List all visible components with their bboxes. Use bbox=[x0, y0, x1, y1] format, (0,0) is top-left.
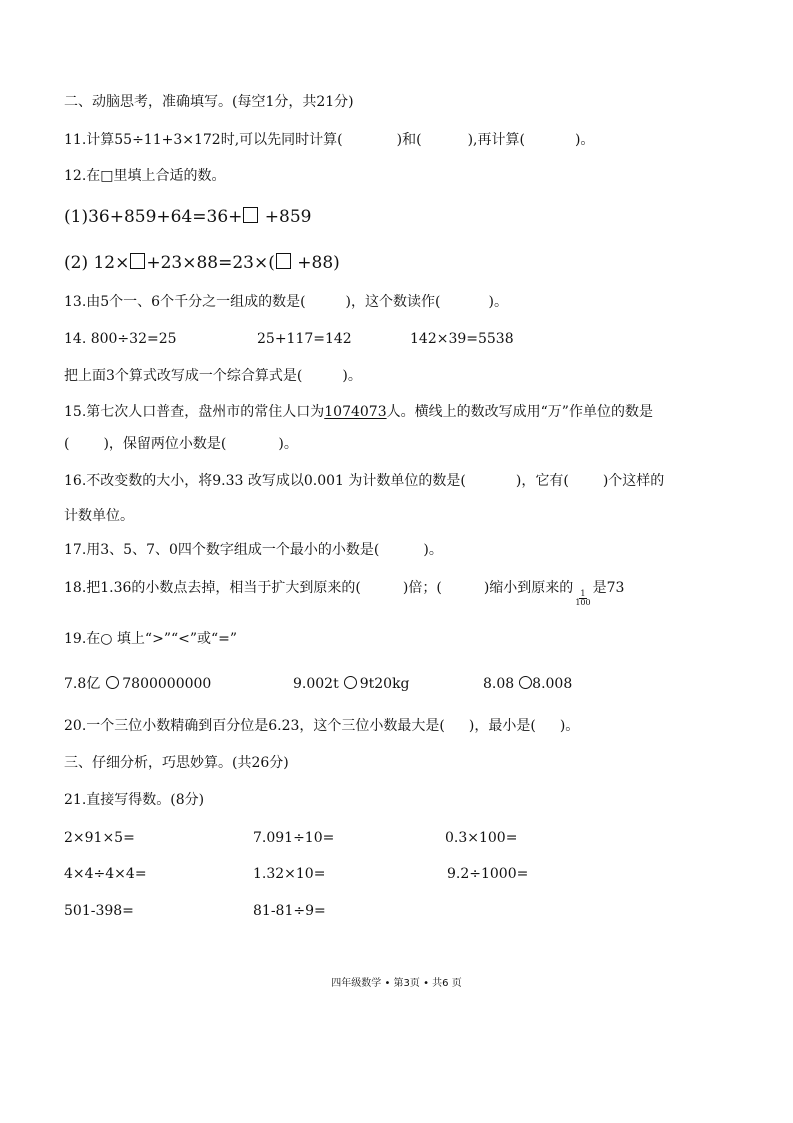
q21-item: 2×91×5= bbox=[64, 830, 135, 846]
q12-l1-text-b: +859 bbox=[259, 207, 312, 227]
q13-text-3: )。 bbox=[488, 294, 508, 310]
q16-text-1: 16.不改变数的大小，将9.33 改写成以0.001 为计数单位的数是( bbox=[64, 473, 466, 489]
q16-text-2: )，它有( bbox=[515, 473, 569, 489]
q14-expression-2: 25+117=142 bbox=[257, 331, 352, 347]
q14-text-b: )。 bbox=[342, 368, 362, 384]
question-17 bbox=[64, 540, 443, 560]
q12-box-1[interactable] bbox=[243, 207, 258, 223]
question-18 bbox=[64, 578, 624, 607]
q12-box-2[interactable] bbox=[130, 253, 145, 269]
question-11 bbox=[64, 130, 594, 150]
q18-fraction-denominator: 100 bbox=[575, 598, 591, 607]
q17-text-2: )。 bbox=[423, 542, 443, 558]
q19-compare-3 bbox=[483, 674, 572, 694]
q18-text-1: 18.把1.36的小数点去掉，相当于扩大到原来的( bbox=[64, 580, 361, 596]
q21-item: 81-81÷9= bbox=[253, 903, 326, 919]
q21-item: 4×4÷4×4= bbox=[64, 866, 147, 882]
section2-header: 二、动脑思考，准确填写。(每空1分，共21分) bbox=[64, 94, 354, 110]
q11-text-3: ),再计算( bbox=[467, 132, 525, 148]
q20-text-1: 20.一个三位小数精确到百分位是6.23，这个三位小数最大是( bbox=[64, 718, 445, 734]
q16-text-3: )个这样的 bbox=[602, 473, 665, 489]
question-12-title: 12.在□里填上合适的数。 bbox=[64, 168, 226, 184]
question-12-line-2 bbox=[64, 251, 340, 275]
question-15-line-2 bbox=[64, 434, 298, 454]
q19-compare-1 bbox=[64, 674, 211, 694]
question-13 bbox=[64, 292, 508, 312]
q12-box-3[interactable] bbox=[276, 253, 291, 269]
q20-text-3: )。 bbox=[559, 718, 580, 734]
q15-text-2: 人。横线上的数改写成用“万”作单位的数是 bbox=[386, 404, 653, 420]
q21-item: 1.32×10= bbox=[253, 866, 326, 882]
q13-text-1: 13.由5个一、6个千分之一组成的数是( bbox=[64, 294, 306, 310]
q19-c2-left: 9.002t bbox=[293, 676, 339, 692]
question-16-line-2: 计数单位。 bbox=[64, 508, 134, 524]
q14-expression-3: 142×39=5538 bbox=[410, 331, 514, 347]
q19-c1-left: 7.8亿 bbox=[64, 676, 101, 692]
q19-circle-1[interactable] bbox=[106, 676, 119, 689]
q21-item: 501-398= bbox=[64, 903, 134, 919]
q15-text-1: 15.第七次人口普查，盘州市的常住人口为 bbox=[64, 404, 325, 420]
q18-fraction bbox=[575, 590, 590, 607]
q19-circle-3[interactable] bbox=[519, 676, 532, 689]
q18-text-3: )缩小到原来的 bbox=[483, 580, 574, 596]
q21-item: 9.2÷1000= bbox=[447, 866, 529, 882]
q21-item: 7.091÷10= bbox=[253, 830, 335, 846]
q15-l2-text-b: )，保留两位小数是( bbox=[103, 436, 227, 452]
q13-text-2: )，这个数读作( bbox=[345, 294, 441, 310]
q12-l1-text-a: (1)36+859+64=36+ bbox=[64, 207, 243, 227]
q20-text-2: )，最小是( bbox=[468, 718, 536, 734]
question-12-line-1 bbox=[64, 205, 312, 229]
q18-text-2: )倍；( bbox=[402, 580, 442, 596]
q18-text-4: 是73 bbox=[592, 580, 625, 596]
q12-l2-text-a: (2) 12× bbox=[64, 253, 130, 273]
question-15-line-1 bbox=[64, 402, 653, 422]
q14-expression-1: 14. 800÷32=25 bbox=[64, 331, 177, 347]
q19-c3-left: 8.08 bbox=[483, 676, 515, 692]
q19-c3-right: 8.008 bbox=[532, 676, 573, 692]
q15-l2-text-a: ( bbox=[64, 436, 70, 452]
q19-c1-right: 7800000000 bbox=[122, 676, 212, 692]
q11-text-1: 11.计算55÷11+3×172时,可以先同时计算( bbox=[64, 132, 343, 148]
q19-compare-2 bbox=[293, 674, 410, 694]
q21-item: 0.3×100= bbox=[445, 830, 518, 846]
q17-text-1: 17.用3、5、7、0四个数字组成一个最小的小数是( bbox=[64, 542, 380, 558]
q11-text-4: )。 bbox=[574, 132, 595, 148]
q12-l2-text-c: +88) bbox=[291, 253, 340, 273]
question-21-title: 21.直接写得数。(8分) bbox=[64, 792, 205, 808]
question-14-line-2 bbox=[64, 366, 362, 386]
q15-l2-text-c: )。 bbox=[278, 436, 298, 452]
q18-fraction-numerator: 1 bbox=[580, 589, 586, 598]
question-16-line-1 bbox=[64, 471, 664, 491]
q19-c2-right: 9t20kg bbox=[359, 676, 410, 692]
page-footer: 四年级数学 • 第3页 • 共6 页 bbox=[331, 978, 462, 989]
q14-text-a: 把上面3个算式改写成一个综合算式是( bbox=[64, 368, 303, 384]
q15-underlined-number: 1074073 bbox=[324, 404, 387, 420]
q19-circle-2[interactable] bbox=[344, 676, 357, 689]
q12-l2-text-b: +23×88=23×( bbox=[146, 253, 275, 273]
q11-text-2: )和( bbox=[396, 132, 422, 148]
section3-header: 三、仔细分析，巧思妙算。(共26分) bbox=[64, 755, 289, 771]
question-19-title: 19.在○ 填上“>”“<”或“=” bbox=[64, 631, 238, 647]
question-20 bbox=[64, 716, 579, 736]
